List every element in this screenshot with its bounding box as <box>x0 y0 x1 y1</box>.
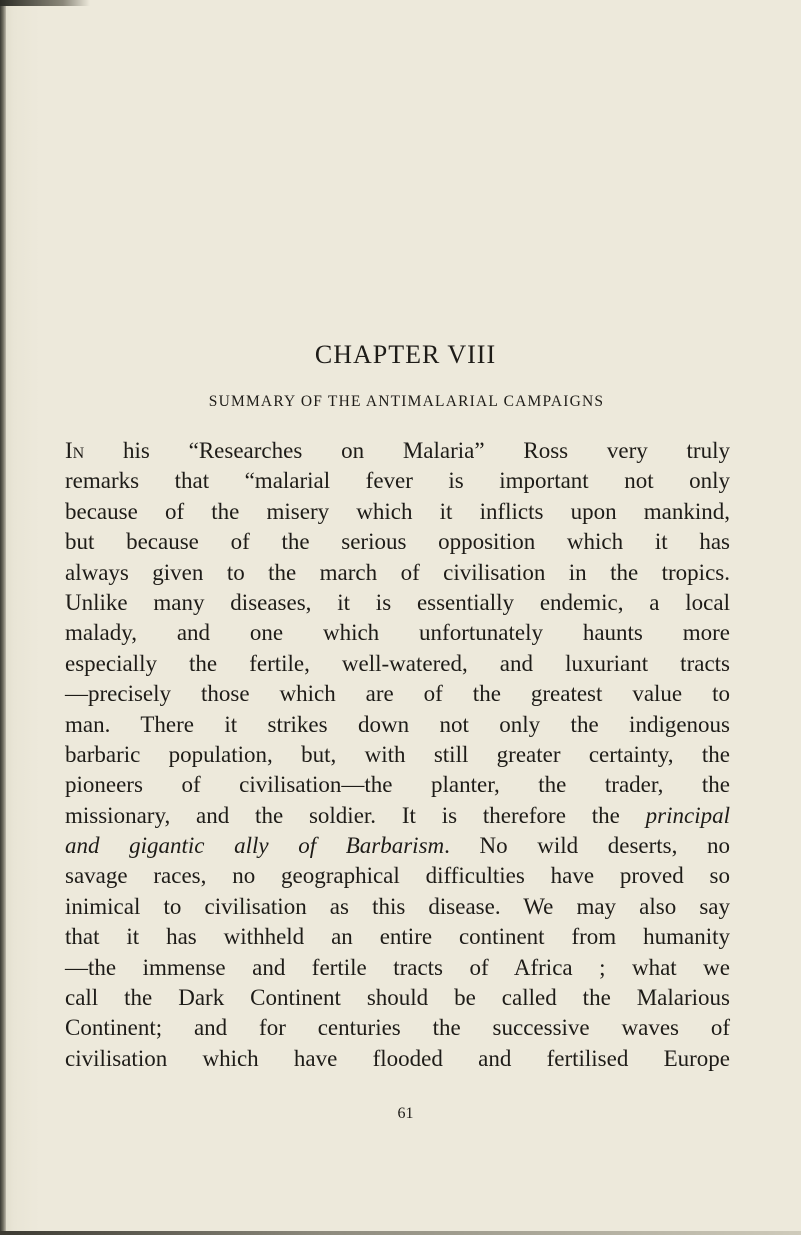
body-paragraph <box>65 436 730 1074</box>
binding-edge <box>0 0 6 1235</box>
text-line: that it has withheld an entire continent from humanity <box>65 924 730 950</box>
text-line <box>65 801 730 831</box>
page-number: 61 <box>397 1105 414 1122</box>
text-line: savage races, no geographical difficulties have proved so <box>65 863 730 889</box>
italic-phrase: principal <box>645 802 730 828</box>
line-text: his “Researches on Malaria” Ross very truly <box>84 438 730 463</box>
text-line: but because of the serious opposition which it has <box>65 529 730 555</box>
text-line: call the Dark Continent should be called the Malarious <box>65 985 730 1011</box>
chapter-title: CHAPTER VIII <box>314 340 497 369</box>
text-line <box>65 436 730 466</box>
text-line: Continent; and for centuries the successive waves of <box>65 1015 730 1041</box>
text-line: Unlike many diseases, it is essentially endemic, a local <box>65 589 730 615</box>
text-line: because of the misery which it inflicts upon mankind, <box>65 498 730 524</box>
text-line: pioneers of civilisation—the planter, the trader, the <box>65 772 730 798</box>
text-line: barbaric population, but, with still greater certainty, the <box>65 741 730 767</box>
text-line: inimical to civilisation as this disease. We may also say <box>65 893 730 919</box>
text-line: always given to the march of civilisation in the tropics. <box>65 559 730 585</box>
text-line: man. There it strikes down not only the indigenous <box>65 711 730 737</box>
drop-word: In <box>65 438 85 463</box>
page-bottom-shadow <box>0 1231 801 1235</box>
line-text: . No wild deserts, no <box>444 833 730 859</box>
line-text: missionary, and the soldier. It is therefore the <box>65 802 646 828</box>
text-line: civilisation which have flooded and fertilised Europe <box>65 1045 730 1071</box>
page-corner-shadow <box>0 0 90 6</box>
text-line: malady, and one which unfortunately haunts more <box>65 620 730 646</box>
text-line <box>65 831 730 861</box>
italic-phrase: and gigantic ally of Barbarism <box>65 833 445 859</box>
chapter-summary: SUMMARY OF THE ANTIMALARIAL CAMPAIGNS <box>208 393 605 410</box>
text-line: —precisely those which are of the greatest value to <box>65 681 730 707</box>
text-line: remarks that “malarial fever is important not only <box>65 468 730 494</box>
text-line: —the immense and fertile tracts of Africa ; what we <box>65 954 730 980</box>
text-line: especially the fertile, well-watered, and luxuriant tracts <box>65 650 730 676</box>
